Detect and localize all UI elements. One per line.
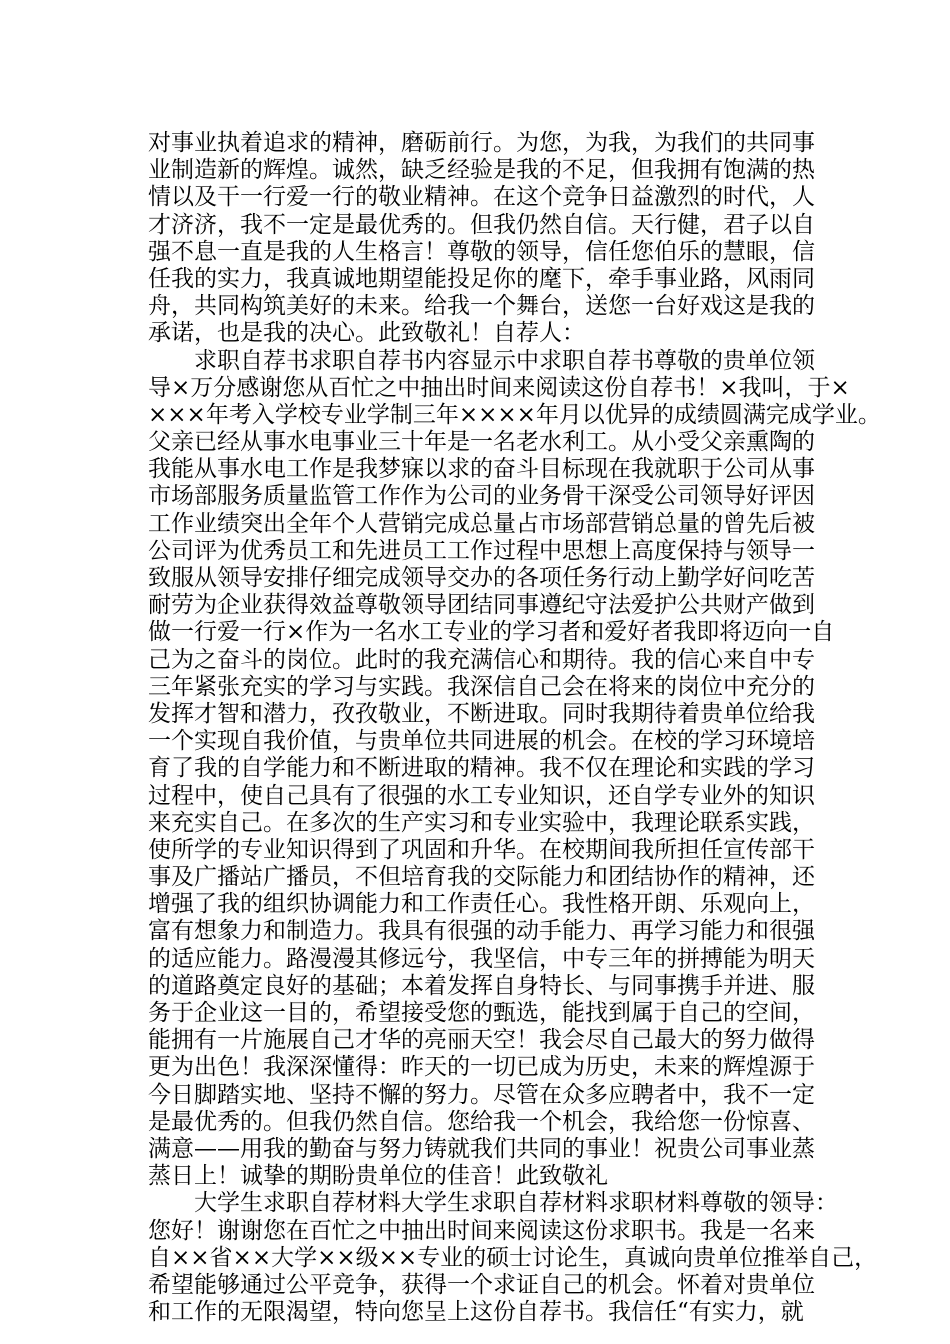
text-line: 来充实自己。在多次的生产实习和专业实验中，我理论联系实践， [148, 809, 815, 836]
text-line: 富有想象力和制造力。我具有很强的动手能力、再学习能力和很强 [148, 918, 815, 945]
text-line: 育了我的自学能力和不断进取的精神。我不仅在理论和实践的学习 [148, 755, 815, 782]
text-line: 使所学的专业知识得到了巩固和升华。在校期间我所担任宣传部干 [148, 836, 815, 863]
text-line: 致服从领导安排仔细完成领导交办的各项任务行动上勤学好问吃苦 [148, 565, 815, 591]
text-line: 才济济，我不一定是最优秀的。但我仍然自信。天行健，君子以自 [148, 211, 815, 238]
text-line: 己为之奋斗的岗位。此时的我充满信心和期待。我的信心来自中专 [148, 646, 815, 673]
text-line: 发挥才智和潜力，孜孜敬业，不断进取。同时我期待着贵单位给我 [148, 700, 815, 727]
text-line: 事及广播站广播员，不但培育我的交际能力和团结协作的精神，还 [148, 864, 815, 891]
text-line: 更为出色！我深深懂得：昨天的一切已成为历史，未来的辉煌源于 [148, 1054, 815, 1081]
text-line: 务于企业这一目的，希望接受您的甄选，能找到属于自己的空间， [148, 1000, 815, 1026]
text-line: 蒸日上！诚挚的期盼贵单位的佳音！此致敬礼 [148, 1163, 608, 1190]
paragraph-2 [148, 347, 881, 1191]
text-line: 希望能够通过公平竞争，获得一个求证自己的机会。怀着对贵单位 [148, 1271, 815, 1298]
paragraph-1 [148, 130, 815, 348]
text-line: 是最优秀的。但我仍然自信。您给我一个机会，我给您一份惊喜、 [148, 1108, 815, 1135]
text-line: 做一行爱一行×作为一名水工专业的学习者和爱好者我即将迈向一自 [148, 619, 835, 646]
text-line: 三年紧张充实的学习与实践。我深信自己会在将来的岗位中充分的 [148, 673, 815, 700]
text-line: 任我的实力，我真诚地期望能投足你的麾下，牵手事业路，风雨同 [148, 265, 815, 292]
text-line: 的适应能力。路漫漫其修远兮，我坚信，中专三年的拼搏能为明天 [148, 945, 815, 972]
text-line: 导×万分感谢您从百忙之中抽出时间来阅读这份自荐书！×我叫，于× [148, 374, 850, 401]
text-line: 公司评为优秀员工和先进员工工作过程中思想上高度保持与领导一 [148, 537, 815, 564]
document-page [148, 130, 881, 1326]
text-line: 承诺，也是我的决心。此致敬礼！自荐人： [148, 320, 585, 347]
text-line: 情以及干一行爱一行的敬业精神。在这个竞争日益激烈的时代，人 [148, 184, 815, 211]
text-line: 您好！谢谢您在百忙之中抽出时间来阅读这份求职书。我是一名来 [148, 1217, 815, 1244]
paragraph-3 [148, 1190, 878, 1326]
text-line: 过程中，使自己具有了很强的水工专业知识，还自学专业外的知识 [148, 782, 815, 809]
text-line: 我能从事水电工作是我梦寐以求的奋斗目标现在我就职于公司从事 [148, 456, 815, 483]
text-line: 工作业绩突出全年个人营销完成总量占市场部营销总量的曾先后被 [148, 510, 815, 537]
text-line: ×××年考入学校专业学制三年××××年月以优异的成绩圆满完成学业。 [148, 401, 881, 428]
text-line: 求职自荐书求职自荐书内容显示中求职自荐书尊敬的贵单位领 [194, 347, 815, 374]
text-line: 一个实现自我价值，与贵单位共同进展的机会。在校的学习环境培 [148, 728, 815, 755]
text-line: 增强了我的组织协调能力和工作责任心。我性格开朗、乐观向上， [148, 891, 815, 918]
text-line: 满意——用我的勤奋与努力铸就我们共同的事业！祝贵公司事业蒸 [148, 1135, 815, 1162]
text-line: 耐劳为企业获得效益尊敬领导团结同事遵纪守法爱护公共财产做到 [148, 592, 815, 619]
text-line: 强不息一直是我的人生格言！尊敬的领导，信任您伯乐的慧眼，信 [148, 238, 815, 265]
text-line: 业制造新的辉煌。诚然，缺乏经验是我的不足，但我拥有饱满的热 [148, 157, 815, 184]
text-line: 今日脚踏实地、坚持不懈的努力。尽管在众多应聘者中，我不一定 [148, 1081, 815, 1108]
text-line: 自××省××大学××级××专业的硕士讨论生，真诚向贵单位推举自己， [148, 1244, 878, 1271]
text-line: 父亲已经从事水电事业三十年是一名老水利工。从小受父亲熏陶的 [148, 429, 815, 456]
text-line: 舟，共同构筑美好的未来。给我一个舞台，送您一台好戏这是我的 [148, 293, 815, 320]
text-line: 对事业执着追求的精神，磨砺前行。为您，为我，为我们的共同事 [148, 130, 815, 156]
text-line: 市场部服务质量监管工作作为公司的业务骨干深受公司领导好评因 [148, 483, 815, 510]
text-line: 能拥有一片施展自己才华的亮丽天空！我会尽自己最大的努力做得 [148, 1027, 815, 1054]
text-line: 和工作的无限渴望，特向您呈上这份自荐书。我信任“有实力，就 [148, 1299, 804, 1326]
text-line: 大学生求职自荐材料大学生求职自荐材料求职材料尊敬的领导： [194, 1190, 838, 1217]
text-line: 的道路奠定良好的基础；本着发挥自身特长、与同事携手并进、服 [148, 972, 815, 999]
